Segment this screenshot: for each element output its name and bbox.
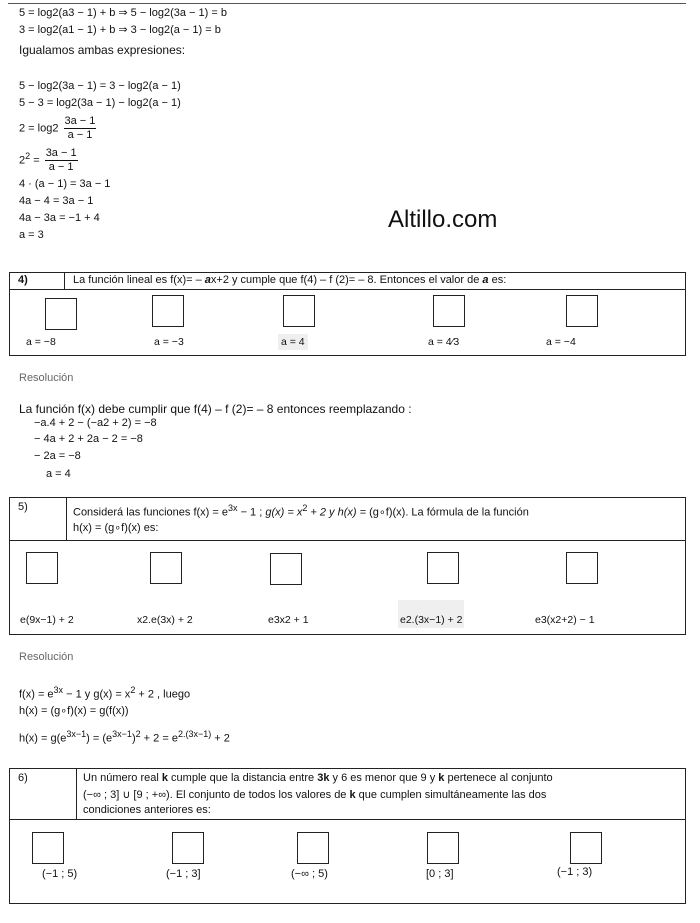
q5-r3-exp: 2.(3x−1) [177, 729, 212, 739]
q6-option-5-label: (−1 ; 3) [557, 866, 593, 878]
question-4-number: 4) [10, 273, 65, 289]
q6-option-3-label: (−∞ ; 5) [291, 868, 328, 880]
q5-statement-part: (g∘f)(x). La fórmula de la función [369, 506, 529, 519]
q6-option-4-checkbox[interactable] [427, 832, 459, 864]
q4-var-a: a [482, 274, 489, 286]
step-7: 4a − 3a = −1 + 4 [19, 212, 100, 224]
q5-r3-part: ) = (e [86, 732, 113, 745]
q5-exponent: 2 [302, 503, 308, 513]
question-5-number: 5) [10, 498, 67, 540]
intro-equation-1: 5 = log2(a3 − 1) + b ⇒ 5 − log2(3a − 1) = b [19, 7, 227, 19]
q4-statement-part: La función lineal es f(x)= – [73, 274, 205, 286]
step-3-denominator: a − 1 [67, 129, 93, 141]
step-4-numerator: 3a − 1 [45, 147, 77, 159]
q4-resolution-step-4: a = 4 [46, 468, 71, 480]
step-3-left: 2 = log2 [19, 122, 59, 135]
q6-text: que cumplen simultáneamente las dos [355, 789, 547, 801]
q4-option-4-label: a = 4⁄3 [428, 336, 460, 348]
q4-resolution-label: Resolución [19, 372, 74, 384]
q4-resolution-step-2: − 4a + 2 + 2a − 2 = −8 [34, 433, 143, 445]
q4-option-5-checkbox[interactable] [566, 295, 598, 327]
intro-equation-2: 3 = log2(a1 − 1) + b ⇒ 3 − log2(a − 1) = b [19, 24, 221, 36]
q6-text: (−∞ ; 3] ∪ [9 ; +∞). El conjunto de todos los valores de [83, 789, 350, 801]
step-4-exponent: 2 [25, 150, 31, 161]
q5-r3-part: h(x) = g(e [19, 732, 67, 745]
q5-resolution-label: Resolución [19, 651, 74, 663]
step-3-fraction [64, 115, 97, 142]
q5-g-def: g(x) = x [265, 506, 303, 519]
q5-r3-part: + 2 [211, 732, 230, 745]
question-6-line-2 [83, 788, 546, 801]
q5-r3-exp: 2 [135, 729, 141, 739]
top-rule [8, 3, 686, 4]
q6-option-3-checkbox[interactable] [297, 832, 329, 864]
question-6-line-3: condiciones anteriores es: [83, 804, 211, 816]
step-4 [19, 147, 78, 174]
q5-r3-part: + 2 = e [140, 732, 178, 745]
question-6-line-1 [83, 772, 553, 784]
question-4-statement [73, 274, 506, 286]
q5-exponent: 3x [228, 503, 238, 513]
q5-r3-exp: 3x−1 [66, 729, 87, 739]
q4-option-3-checkbox[interactable] [283, 295, 315, 327]
step-8: a = 3 [19, 229, 44, 241]
q5-option-1-checkbox[interactable] [26, 552, 58, 584]
step-4-denominator: a − 1 [48, 161, 74, 173]
q5-option-5-checkbox[interactable] [566, 552, 598, 584]
q5-option-2-label: x2.e(3x) + 2 [137, 614, 193, 626]
question-5-statement-line-1 [73, 503, 529, 519]
q5-option-3-label: e3x2 + 1 [268, 614, 309, 626]
watermark: Altillo.com [388, 206, 498, 233]
q5-statement-part: Considerá las funciones f(x) = e [73, 506, 228, 519]
q5-statement-part: − 1 ; [237, 506, 266, 519]
q4-option-2-label: a = −3 [154, 336, 184, 348]
q6-option-1-label: (−1 ; 5) [42, 868, 78, 880]
q4-resolution-text: La función f(x) debe cumplir que f(4) – f (2)= – 8 entonces reemplazando : [19, 402, 412, 416]
step-4-eq: = [30, 154, 43, 167]
q5-r1-part: + 2 , luego [135, 688, 191, 701]
question-5-header [10, 498, 685, 541]
q4-option-1-label: a = −8 [26, 336, 56, 348]
q6-option-2-label: (−1 ; 3] [166, 868, 201, 880]
q6-var-k: k [349, 789, 356, 801]
step-2: 5 − 3 = log2(3a − 1) − log2(a − 1) [19, 97, 181, 109]
question-4-header [10, 273, 685, 290]
q6-var-3k: 3k [317, 772, 330, 784]
q5-option-4-checkbox[interactable] [427, 552, 459, 584]
q5-r1-exp: 3x [53, 685, 64, 695]
step-1: 5 − log2(3a − 1) = 3 − log2(a − 1) [19, 80, 181, 92]
q6-option-2-checkbox[interactable] [172, 832, 204, 864]
q5-resolution-step-1 [19, 685, 190, 701]
question-5-statement-line-2: h(x) = (g∘f)(x) es: [73, 522, 159, 534]
q6-text: cumple que la distancia entre [168, 772, 318, 784]
step-3-numerator: 3a − 1 [64, 115, 96, 127]
q5-r1-part: f(x) = e [19, 688, 54, 701]
q5-resolution-step-2: h(x) = (g∘f)(x) = g(f(x)) [19, 705, 129, 717]
q4-statement-part: x+2 y cumple que f(4) – f (2)= – 8. Entonces el valor de [210, 274, 483, 286]
q4-resolution-step-1: −a.4 + 2 − (−a2 + 2) = −8 [34, 417, 157, 429]
step-4-left: 2 [19, 154, 26, 167]
q4-option-5-label: a = −4 [546, 336, 576, 348]
q5-option-4-label: e2.(3x−1) + 2 [398, 600, 464, 628]
q6-option-1-checkbox[interactable] [32, 832, 64, 864]
q4-option-1-checkbox[interactable] [45, 298, 77, 330]
q4-option-4-checkbox[interactable] [433, 295, 465, 327]
q5-r3-exp: 3x−1 [112, 729, 132, 739]
step-5: 4 · (a − 1) = 3a − 1 [19, 178, 111, 190]
question-6-header [10, 769, 685, 820]
q5-statement-part: + 2 y [307, 506, 338, 519]
q6-var-k: k [438, 772, 445, 784]
q5-h-def: h(x) = [337, 506, 370, 519]
q4-option-3-label: a = 4 [278, 334, 308, 350]
q6-option-5-checkbox[interactable] [570, 832, 602, 864]
q5-r1-part: − 1 y g(x) = x [63, 688, 131, 701]
q5-option-3-checkbox[interactable] [270, 553, 302, 585]
q6-text: y 6 es menor que 9 y [329, 772, 439, 784]
q6-text: Un número real [83, 772, 162, 784]
q4-option-2-checkbox[interactable] [152, 295, 184, 327]
intro-text: Igualamos ambas expresiones: [19, 43, 186, 57]
q6-text: pertenece al conjunto [444, 772, 553, 784]
q4-statement-part: es: [488, 274, 507, 286]
q5-resolution-step-3 [19, 729, 230, 745]
q5-option-1-label: e(9x−1) + 2 [20, 614, 74, 626]
q5-option-2-checkbox[interactable] [150, 552, 182, 584]
step-4-fraction [45, 147, 78, 174]
step-3 [19, 115, 96, 142]
q4-var-a: a [204, 274, 211, 286]
q4-resolution-step-3: − 2a = −8 [34, 450, 81, 462]
q6-var-k: k [161, 772, 168, 784]
q5-r1-exp: 2 [130, 685, 136, 695]
q5-r3-part: ) [131, 732, 136, 745]
question-6-number: 6) [10, 769, 77, 819]
q6-option-4-label: [0 ; 3] [426, 868, 454, 880]
step-6: 4a − 4 = 3a − 1 [19, 195, 94, 207]
q5-option-5-label: e3(x2+2) − 1 [535, 614, 595, 626]
